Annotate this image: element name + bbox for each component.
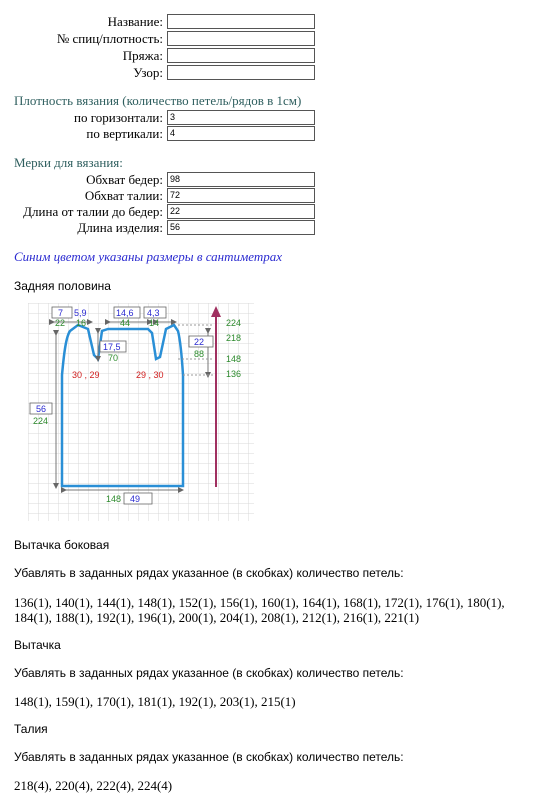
right-88: 88 [194, 349, 205, 359]
top-left-cm: 7 [58, 308, 64, 318]
top-left-cm2: 5,9 [74, 308, 87, 318]
waist-label: Обхват талии: [84, 188, 163, 203]
needles-label: № спиц/плотность: [56, 31, 163, 46]
row-218: 218 [226, 333, 242, 343]
waist-title: Талия [14, 722, 48, 736]
right-22: 22 [194, 337, 205, 347]
bottom-sts: 148 [106, 494, 122, 504]
row-148: 148 [226, 354, 242, 364]
name-label: Название: [107, 14, 163, 29]
length-label: Длина изделия: [77, 220, 163, 235]
yarn-field[interactable] [167, 48, 315, 63]
waist-instruction: Убавлять в заданных рядах указанное (в скобках) количество петель: [14, 750, 404, 764]
waist-hip-field[interactable]: 22 [167, 204, 315, 219]
bottom-cm: 49 [130, 494, 141, 504]
name-field[interactable] [167, 14, 315, 29]
vertical-field[interactable]: 4 [167, 126, 315, 141]
diagram-title: Задняя половина [14, 279, 111, 293]
mid-14: 14 [149, 318, 160, 328]
dart-instruction: Убавлять в заданных рядах указанное (в скобках) количество петель: [14, 666, 404, 680]
units-note: Синим цветом указаны размеры в сантиметрах [14, 249, 283, 264]
horizontal-field[interactable]: 3 [167, 110, 315, 125]
density-title: Плотность вязания (количество петель/рядов в 1см) [14, 93, 302, 108]
row-136: 136 [226, 369, 242, 379]
horizontal-label: по горизонтали: [74, 110, 163, 125]
left-16: 16 [76, 318, 87, 328]
top-mid-cm2: 4,3 [147, 308, 160, 318]
back-half-diagram [28, 303, 254, 521]
dart-title: Вытачка [14, 638, 61, 652]
vertical-label: по вертикали: [86, 126, 163, 141]
pattern-label: Узор: [133, 65, 163, 80]
hip-field[interactable]: 98 [167, 172, 315, 187]
hip-label: Обхват бедер: [86, 172, 163, 187]
side-dart-instruction: Убавлять в заданных рядах указанное (в скобках) количество петель: [14, 566, 404, 580]
mid-44: 44 [120, 318, 131, 328]
measurements-title: Мерки для вязания: [14, 155, 123, 170]
waist-hip-label: Длина от талии до бедер: [23, 204, 163, 219]
right-red: 29 , 30 [136, 370, 164, 380]
left-22: 22 [55, 318, 66, 328]
top-mid-cm: 14,6 [116, 308, 134, 318]
needles-field[interactable] [167, 31, 315, 46]
length-field[interactable]: 56 [167, 220, 315, 235]
side-dart-title: Вытачка боковая [14, 538, 110, 552]
yarn-label: Пряжа: [122, 48, 163, 63]
dart-rows: 148(1), 159(1), 170(1), 181(1), 192(1), 203(1), 215(1) [14, 694, 296, 709]
row-224: 224 [226, 318, 242, 328]
waist-rows: 218(4), 220(4), 222(4), 224(4) [14, 778, 173, 793]
waist-field[interactable]: 72 [167, 188, 315, 203]
dart-70: 70 [108, 353, 119, 363]
height-cm: 56 [36, 404, 47, 414]
dart-cm: 17,5 [103, 342, 121, 352]
side-dart-rows: 136(1), 140(1), 144(1), 148(1), 152(1), 156(1), 160(1), 164(1), 168(1), 172(1), 176(1), 180(1), 184(1), 188(1), 192(1), 196(1), 200(1), 204(1), 208(1), 212(1), 216(1), 221(1) [14, 595, 505, 625]
left-red: 30 , 29 [72, 370, 100, 380]
pattern-field[interactable] [167, 65, 315, 80]
height-rows: 224 [33, 416, 49, 426]
